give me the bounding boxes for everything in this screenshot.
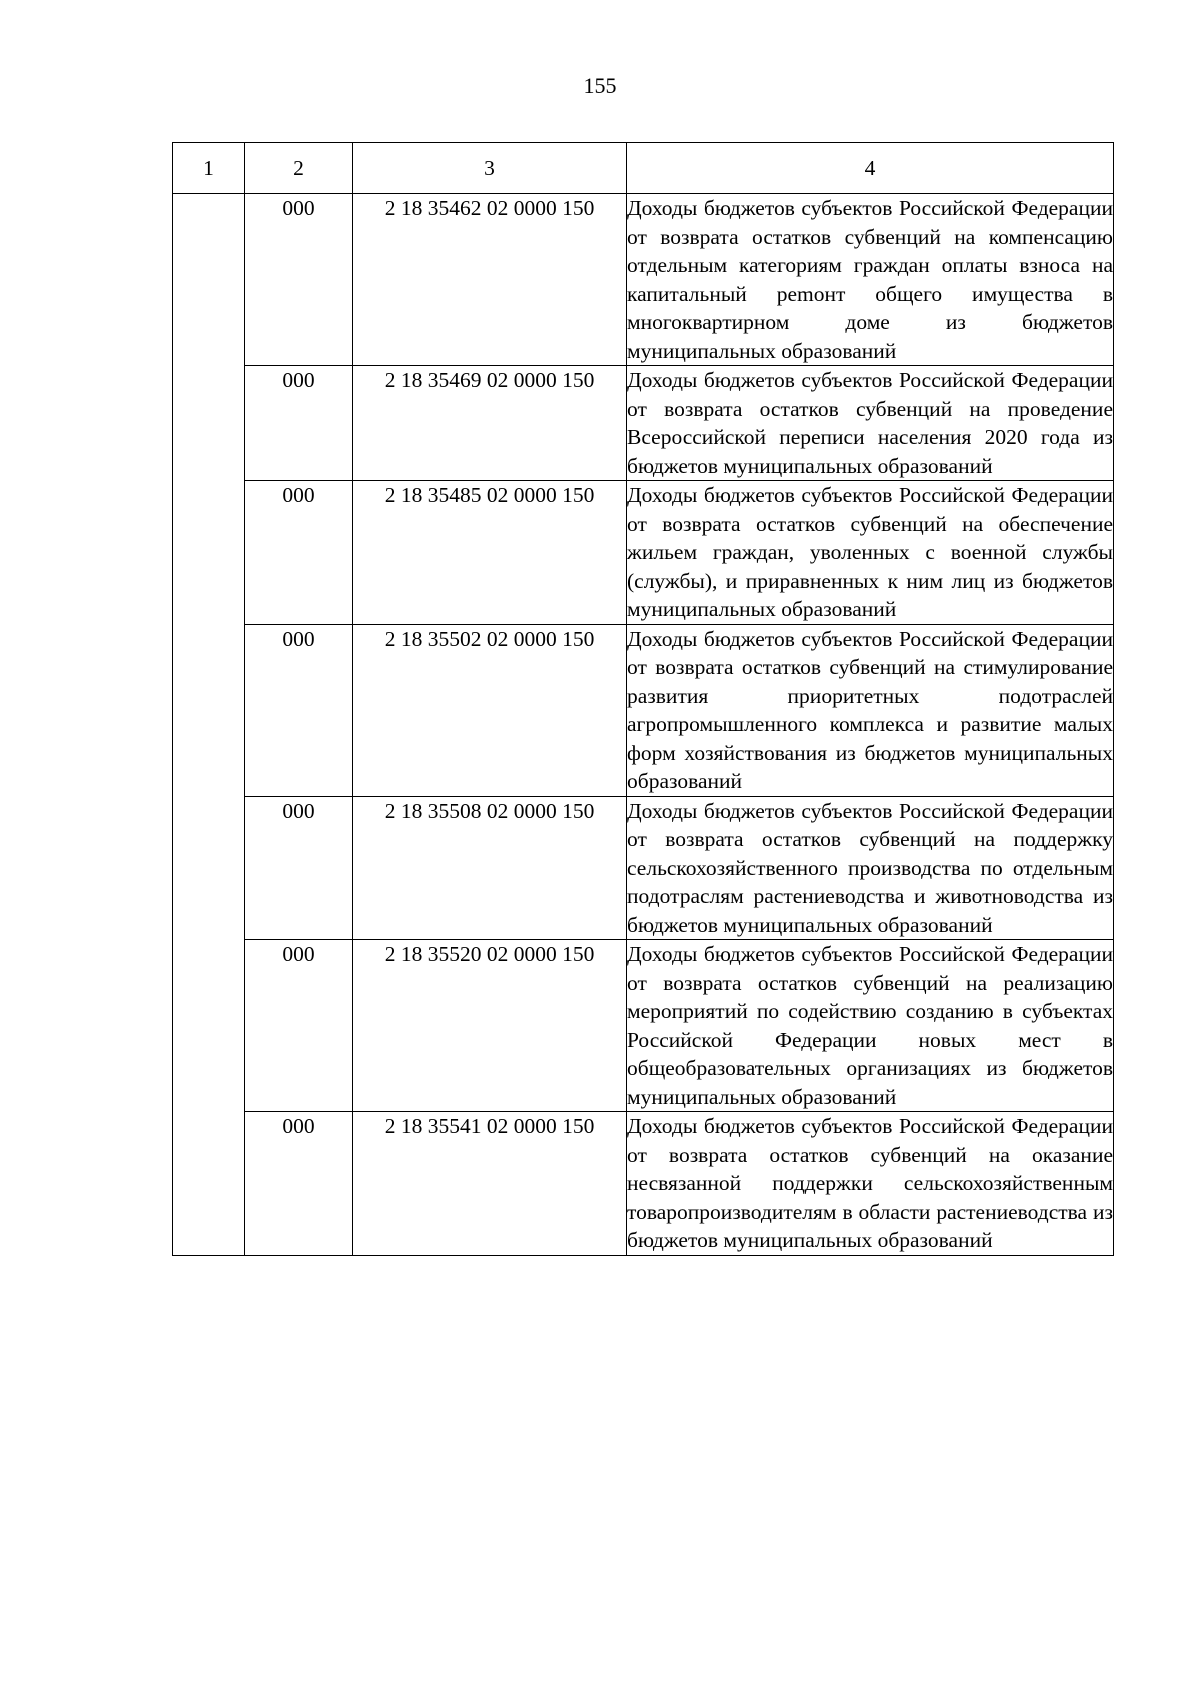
group-cell — [173, 366, 245, 481]
admin-code-cell: 000 — [245, 1112, 353, 1256]
description-cell: Доходы бюджетов субъектов Российской Федерации от возврата остатков субвенций на оказание несвязанной поддержки сельскохозяйственным товаропроизводителям в области растениеводства из бюджетов муниципальных образований — [627, 1112, 1114, 1256]
table-row — [173, 796, 1114, 940]
page-number: 155 — [583, 73, 617, 98]
description-cell: Доходы бюджетов субъектов Российской Федерации от возврата остатков субвенций на стимулирование развития приоритетных подотраслей агропромышленного комплекса и развитие малых форм хозяйствования из бюджетов муниципальных образований — [627, 624, 1114, 796]
admin-code-cell: 000 — [245, 194, 353, 366]
table-row — [173, 366, 1114, 481]
column-header-1: 1 — [173, 143, 245, 194]
kbk-code-cell: 2 18 35485 02 0000 150 — [353, 481, 627, 625]
budget-classification-table — [172, 142, 1114, 1256]
column-header-4: 4 — [627, 143, 1114, 194]
admin-code-cell: 000 — [245, 366, 353, 481]
admin-code-cell: 000 — [245, 940, 353, 1112]
kbk-code-cell: 2 18 35502 02 0000 150 — [353, 624, 627, 796]
kbk-code-cell: 2 18 35520 02 0000 150 — [353, 940, 627, 1112]
description-cell: Доходы бюджетов субъектов Российской Федерации от возврата остатков субвенций на обеспечение жильем граждан, уволенных с военной службы (службы), и приравненных к ним лиц из бюджетов муниципальных образований — [627, 481, 1114, 625]
admin-code-cell: 000 — [245, 796, 353, 940]
group-cell — [173, 481, 245, 625]
table-row — [173, 1112, 1114, 1256]
table-row — [173, 194, 1114, 366]
column-header-2: 2 — [245, 143, 353, 194]
table-row — [173, 624, 1114, 796]
table-row — [173, 481, 1114, 625]
table-body — [173, 194, 1114, 1256]
table-header-row — [173, 143, 1114, 194]
group-cell — [173, 796, 245, 940]
kbk-code-cell: 2 18 35462 02 0000 150 — [353, 194, 627, 366]
kbk-code-cell: 2 18 35469 02 0000 150 — [353, 366, 627, 481]
group-cell — [173, 940, 245, 1112]
description-cell: Доходы бюджетов субъектов Российской Федерации от возврата остатков субвенций на реализацию мероприятий по содействию созданию в субъектах Российской Федерации новых мест в общеобразовательных организациях из бюджетов муниципальных образований — [627, 940, 1114, 1112]
group-cell — [173, 624, 245, 796]
description-cell: Доходы бюджетов субъектов Российской Федерации от возврата остатков субвенций на проведение Всероссийской переписи населения 2020 года из бюджетов муниципальных образований — [627, 366, 1114, 481]
description-cell: Доходы бюджетов субъектов Российской Федерации от возврата остатков субвенций на поддержку сельскохозяйственного производства по отдельным подотраслям растениеводства и животноводства из бюджетов муниципальных образований — [627, 796, 1114, 940]
kbk-code-cell: 2 18 35541 02 0000 150 — [353, 1112, 627, 1256]
group-cell — [173, 1112, 245, 1256]
group-cell — [173, 194, 245, 366]
column-header-3: 3 — [353, 143, 627, 194]
admin-code-cell: 000 — [245, 481, 353, 625]
admin-code-cell: 000 — [245, 624, 353, 796]
kbk-code-cell: 2 18 35508 02 0000 150 — [353, 796, 627, 940]
description-cell: Доходы бюджетов субъектов Российской Федерации от возврата остатков субвенций на компенсацию отдельным категориям граждан оплаты взноса на капитальный реmонт общего имущества в многоквартирном доме из бюджетов муниципальных образований — [627, 194, 1114, 366]
table-row — [173, 940, 1114, 1112]
